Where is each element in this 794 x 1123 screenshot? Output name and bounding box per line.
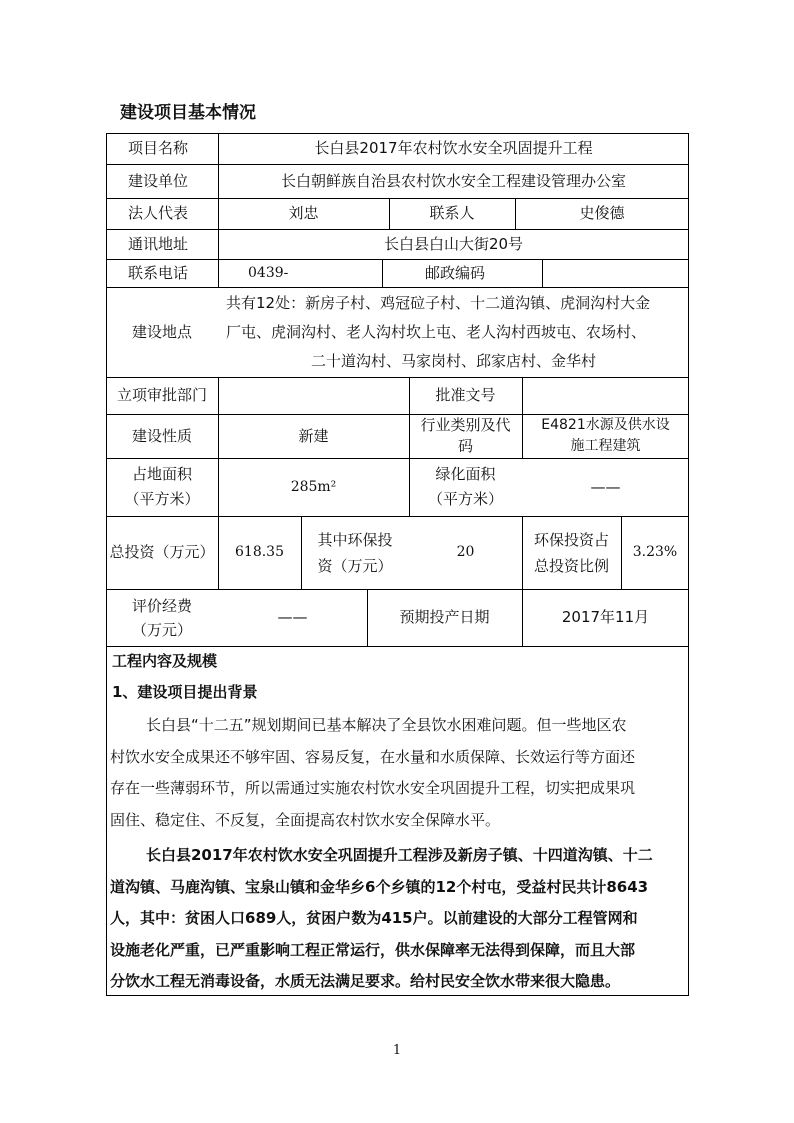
section-heading: 工程内容及规模 [112, 652, 218, 670]
nature-value: 新建 [298, 426, 329, 445]
location-label: 建设地点 [131, 322, 192, 341]
project-name-value: 长白县2017年农村饮水安全巩固提升工程 [314, 139, 593, 157]
industry-label-line: 码 [457, 437, 473, 455]
industry-value-line: 施工程建筑 [570, 438, 641, 454]
phone-label: 联系电话 [128, 263, 189, 282]
para-line: 道沟镇、马鹿沟镇、宝泉山镇和金华乡6个乡镇的12个村屯，受益村民共计8643 [110, 877, 649, 896]
para-line: 存在一些薄弱环节，所以需通过实施农村饮水安全巩固提升工程，切实把成果巩 [110, 779, 636, 797]
area-label-line: 占地面积 [131, 465, 192, 483]
green-value: —— [590, 477, 621, 496]
industry-value [522, 414, 689, 458]
env-invest-label-line: 其中环保投 [317, 530, 393, 549]
date-label: 预期投产日期 [399, 608, 490, 626]
para-line: 村饮水安全成果还不够牢固、容易反复，在水量和水质保障、长效运行等方面还 [110, 747, 636, 766]
postcode-value [542, 259, 689, 287]
contact-value: 史俊德 [579, 204, 625, 222]
legal-value: 刘忠 [288, 204, 319, 222]
address-label: 通讯地址 [128, 234, 189, 253]
env-invest-label-line: 资（万元） [317, 556, 393, 575]
approval-no-value [522, 377, 689, 414]
industry-label [409, 414, 522, 458]
nature-label: 建设性质 [131, 426, 192, 445]
legal-label: 法人代表 [128, 204, 189, 222]
area-label [106, 458, 218, 516]
phone-value: 0439- [248, 264, 289, 281]
location-line: 厂屯、虎洞沟村、老人沟村坎上屯、老人沟村西坡屯、农场村、 [226, 323, 647, 341]
section-subheading: 1、建设项目提出背景 [112, 683, 258, 701]
page-title: 建设项目基本情况 [120, 103, 256, 123]
paragraph-background [110, 710, 684, 836]
fee-label [106, 589, 218, 646]
para-line: 人，其中：贫困人口689人，贫困户数为415户。以前建设的大部分工程管网和 [110, 909, 638, 927]
industry-value-line: E4821水源及供水设 [541, 417, 670, 433]
fee-label-line: （万元） [131, 620, 192, 639]
green-label [409, 458, 522, 516]
location-line: 二十道沟村、马家岗村、邱家店村、金华村 [310, 352, 596, 370]
approval-dept-value [218, 377, 409, 414]
paragraph-scope [110, 840, 684, 998]
fee-label-line: 评价经费 [131, 596, 192, 615]
para-line: 长白县2017年农村饮水安全巩固提升工程涉及新房子镇、十四道沟镇、十二 [146, 846, 653, 864]
location-value [218, 287, 689, 377]
env-ratio-value: 3.23% [632, 544, 678, 560]
env-invest-value: 20 [456, 544, 475, 560]
env-ratio-label-line: 总投资比例 [533, 556, 609, 575]
fee-value: —— [277, 608, 308, 626]
green-label-line: 绿化面积 [435, 465, 496, 483]
para-line: 长白县“十二五”规划期间已基本解决了全县饮水困难问题。但一些地区农 [146, 716, 627, 734]
approval-dept-label: 立项审批部门 [116, 386, 207, 404]
unit-value: 长白朝鲜族自治县农村饮水安全工程建设管理办公室 [280, 171, 626, 190]
env-ratio-label [522, 516, 621, 589]
env-invest-label [301, 516, 409, 589]
industry-label-line: 行业类别及代 [420, 416, 511, 434]
row-divider [106, 646, 689, 647]
unit-label: 建设单位 [128, 171, 189, 190]
approval-no-label: 批准文号 [435, 386, 496, 404]
invest-label: 总投资（万元） [109, 543, 215, 561]
location-line: 共有12处：新房子村、鸡冠砬子村、十二道沟镇、虎洞沟村大金 [226, 294, 651, 312]
invest-value: 618.35 [235, 544, 284, 560]
date-value: 2017年11月 [561, 608, 650, 626]
postcode-label: 邮政编码 [424, 263, 485, 282]
address-value: 长白县白山大街20号 [383, 234, 524, 253]
env-ratio-label-line: 环保投资占 [533, 530, 609, 549]
para-line: 固住、稳定住、不反复，全面提高农村饮水安全保障水平。 [110, 810, 501, 829]
area-value: 285m² [290, 478, 337, 495]
project-name-label: 项目名称 [128, 139, 189, 157]
para-line: 设施老化严重，已严重影响工程正常运行，供水保障率无法得到保障，而且大部 [110, 940, 636, 959]
para-line: 分饮水工程无消毒设备，水质无法满足要求。给村民安全饮水带来很大隐患。 [110, 972, 621, 990]
page-number: 1 [392, 1043, 402, 1058]
area-label-line: （平方米） [124, 490, 200, 508]
green-label-line: （平方米） [427, 490, 503, 508]
contact-label: 联系人 [429, 204, 475, 222]
